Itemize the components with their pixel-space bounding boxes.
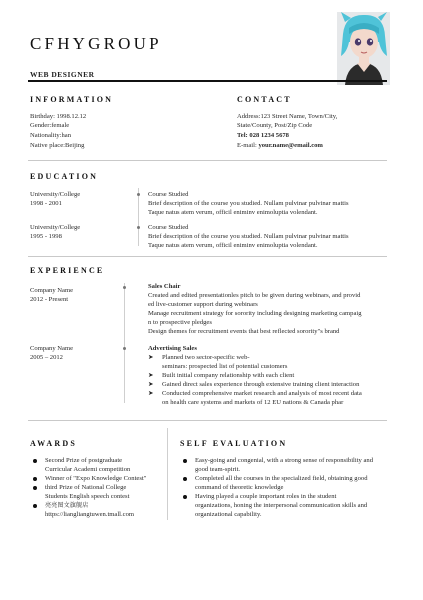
award-4-link[interactable]: https://liangliangtuwen.tmall.com xyxy=(45,511,135,518)
edu-1-heading: Course Studied xyxy=(148,191,189,198)
edu-2-school: University/College xyxy=(30,224,81,231)
contact-title: CONTACT xyxy=(237,95,292,104)
job-2-years: 2005 – 2012 xyxy=(30,354,63,361)
contact-email xyxy=(237,142,323,150)
info-native-place: Native place:Beijing xyxy=(30,142,85,149)
job-1-years: 2012 - Present xyxy=(30,296,69,303)
self-eval-1-bullet xyxy=(183,459,187,463)
job-2-heading: Advertising Sales xyxy=(148,345,197,352)
avatar-illustration xyxy=(337,12,390,85)
education-timeline xyxy=(138,188,139,246)
award-1-line-2: Curricular Academi competition xyxy=(45,466,131,473)
contact-tel: Tel: 028 1234 5678 xyxy=(237,132,289,139)
information-title: INFORMATION xyxy=(30,95,114,104)
edu-1-years: 1998 - 2001 xyxy=(30,200,62,207)
self-eval-1-line-2: good team-spirit. xyxy=(195,466,241,473)
self-eval-2-bullet xyxy=(183,477,187,481)
award-3-line-2: Students English speech contest xyxy=(45,493,130,500)
award-1-bullet xyxy=(33,459,37,463)
edu-2-desc-1: Brief description of the course you studied. Nullam pulvinar pulvinar mattis xyxy=(148,233,349,240)
arrow-bullet-icon: ➤ xyxy=(148,381,154,388)
header-divider xyxy=(28,80,387,82)
awards-title: AWARDS xyxy=(30,439,77,448)
edu-1-desc-2: Taque natus atem verum, officil eniminv enimoluptia volendant. xyxy=(148,209,318,216)
info-birthday: Birthday: 1998.12.12 xyxy=(30,113,87,120)
award-3-line-1: third Prize of National College xyxy=(45,484,127,491)
award-1-line-1: Second Prize of postgraduate xyxy=(45,457,123,464)
job-1-line-1: Created and edited presentationles pitch to be given during webinars, and provid xyxy=(148,292,361,299)
self-eval-3-line-1: Having played a couple important roles in the student xyxy=(195,493,337,500)
job-2-bullet-2: Built initial company relationship with each client xyxy=(162,372,295,379)
edu-2-heading: Course Studied xyxy=(148,224,189,231)
edu-2-desc-2: Taque natus atem verum, officil eniminv enimoluptia volendant. xyxy=(148,242,318,249)
candidate-name: CFHYGROUP xyxy=(30,34,162,53)
job-1-line-5: Design themes for recruitment events that best reflected sorority"s brand xyxy=(148,328,340,335)
job-2-company: Company Name xyxy=(30,345,74,352)
award-3-bullet xyxy=(33,486,37,490)
job-1-line-2: ed live-customer support during webinars xyxy=(148,301,258,308)
divider-2 xyxy=(28,256,387,257)
education-title: EDUCATION xyxy=(30,172,99,181)
self-eval-3-line-3: organizational capability. xyxy=(195,511,262,518)
job-2-bullet-1-cont: seminars: prospected list of potential customers xyxy=(162,363,288,370)
job-2-bullet-1: Planned two sector-specific web- xyxy=(162,354,250,361)
profile-photo xyxy=(337,12,390,85)
self-evaluation-title: SELF EVALUATION xyxy=(180,439,288,448)
job-2-marker xyxy=(123,347,126,350)
info-nationality: Nationality:han xyxy=(30,132,72,139)
edu-1-school: University/College xyxy=(30,191,81,198)
contact-address-2: State/County, Post/Zip Code xyxy=(237,122,313,129)
bottom-column-divider xyxy=(167,428,168,520)
info-gender: Gender:female xyxy=(30,122,70,129)
edu-1-marker xyxy=(137,193,140,196)
edu-1-desc-1: Brief description of the course you studied. Nullam pulvinar pulvinar mattis xyxy=(148,200,349,207)
award-2-bullet xyxy=(33,477,37,481)
job-1-heading: Sales Chair xyxy=(148,283,181,290)
award-4-line-1: 亮亮图文旗舰店 xyxy=(45,502,89,509)
job-1-line-4: n to prospective pledges xyxy=(148,319,212,326)
job-1-marker xyxy=(123,286,126,289)
divider-3 xyxy=(28,420,387,421)
job-2-bullet-4: Conducted comprehensive market research and analysis of most recent data xyxy=(162,390,362,397)
self-eval-3-line-2: organizations, honing the interpersonal communication skills and xyxy=(195,502,368,509)
job-1-company: Company Name xyxy=(30,287,74,294)
job-role: WEB DESIGNER xyxy=(30,70,95,79)
self-eval-2-line-1: Completed all the courses in the specialized field, obtaining good xyxy=(195,475,368,482)
self-eval-2-line-2: command of theoretic knowledge xyxy=(195,484,284,491)
edu-2-marker xyxy=(137,226,140,229)
self-eval-3-bullet xyxy=(183,495,187,499)
job-2-bullet-4-cont: on health care systems and markets of 12 EU nations & Canada phar xyxy=(162,399,344,406)
job-2-bullet-3: Gained direct sales experience through extensive training client interaction xyxy=(162,381,360,388)
experience-title: EXPERIENCE xyxy=(30,266,105,275)
self-eval-1-line-1: Easy-going and congenial, with a strong sense of responsibility and xyxy=(195,457,373,464)
arrow-bullet-icon: ➤ xyxy=(148,372,154,379)
email-label: E-mail: xyxy=(237,142,259,149)
experience-timeline xyxy=(124,283,125,403)
contact-address-1: Address:123 Street Name, Town/City, xyxy=(237,113,338,120)
award-2-line-1: Winner of "Expo Knowledge Contest" xyxy=(45,475,147,482)
job-1-line-3: Manage recruitment strategy for sorority including designing marketing campaig xyxy=(148,310,362,317)
award-4-bullet xyxy=(33,504,37,508)
arrow-bullet-icon: ➤ xyxy=(148,354,154,361)
arrow-bullet-icon: ➤ xyxy=(148,390,154,397)
edu-2-years: 1995 - 1998 xyxy=(30,233,62,240)
divider-1 xyxy=(28,160,387,161)
email-value[interactable]: your.name@email.com xyxy=(258,142,323,149)
